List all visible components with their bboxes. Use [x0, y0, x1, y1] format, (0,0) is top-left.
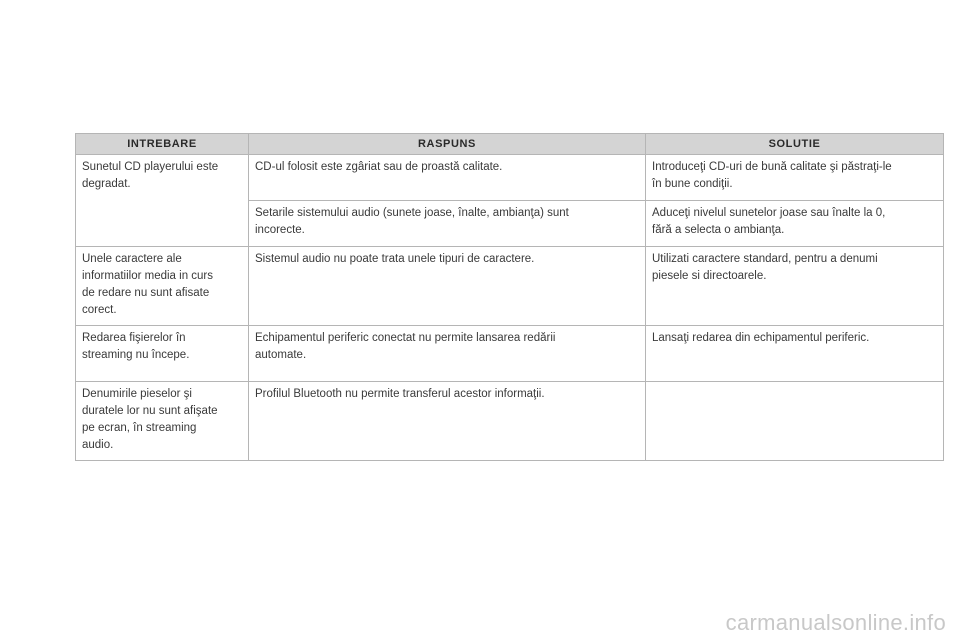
- answer-text: Echipamentul periferic conectat nu permite lansarea redării automate.: [255, 332, 556, 361]
- question-cell: [76, 247, 249, 326]
- question-text: Unele caractere ale informatiilor media in curs de redare nu sunt afisate corect.: [82, 253, 214, 316]
- header-solution: SOLUTIE: [646, 134, 944, 155]
- solution-cell: [646, 201, 944, 247]
- answer-cell: [249, 382, 646, 461]
- answer-cell: [249, 155, 646, 201]
- table-row: [76, 247, 944, 326]
- solution-text: Utilizati caractere standard, pentru a denumi piesele si directoarele.: [652, 253, 878, 282]
- answer-text: Sistemul audio nu poate trata unele tipuri de caractere.: [255, 253, 535, 265]
- watermark-text: carmanualsonline.info: [725, 610, 946, 635]
- question-cell: [76, 382, 249, 461]
- solution-cell: [646, 382, 944, 461]
- solution-cell: [646, 155, 944, 201]
- question-cell: [76, 155, 249, 247]
- question-text: Redarea fişierelor în streaming nu începe.: [82, 332, 190, 361]
- table-row: [76, 382, 944, 461]
- table-header-row: [76, 134, 944, 155]
- header-question: INTREBARE: [76, 134, 249, 155]
- solution-cell: [646, 247, 944, 326]
- question-cell: [76, 326, 249, 382]
- troubleshooting-table: [75, 133, 944, 461]
- question-text: Sunetul CD playerului este degradat.: [82, 161, 219, 190]
- solution-text: Aduceţi nivelul sunetelor joase sau înalte la 0, fără a selecta o ambianţa.: [652, 207, 886, 236]
- answer-cell: [249, 247, 646, 326]
- solution-text: Lansaţi redarea din echipamentul periferic.: [652, 332, 870, 344]
- solution-text: Introduceţi CD-uri de bună calitate şi păstraţi-le în bune condiţii.: [652, 161, 892, 190]
- table-row: [76, 155, 944, 201]
- answer-cell: [249, 326, 646, 382]
- answer-text: Profilul Bluetooth nu permite transferul acestor informaţii.: [255, 388, 545, 400]
- header-answer: RASPUNS: [249, 134, 646, 155]
- solution-cell: [646, 326, 944, 382]
- answer-text: Setarile sistemului audio (sunete joase, înalte, ambianţa) sunt incorecte.: [255, 207, 569, 236]
- answer-text: CD-ul folosit este zgâriat sau de proastă calitate.: [255, 161, 503, 173]
- table-row: [76, 326, 944, 382]
- question-text: Denumirile pieselor şi duratele lor nu sunt afişate pe ecran, în streaming audio.: [82, 388, 218, 451]
- answer-cell: [249, 201, 646, 247]
